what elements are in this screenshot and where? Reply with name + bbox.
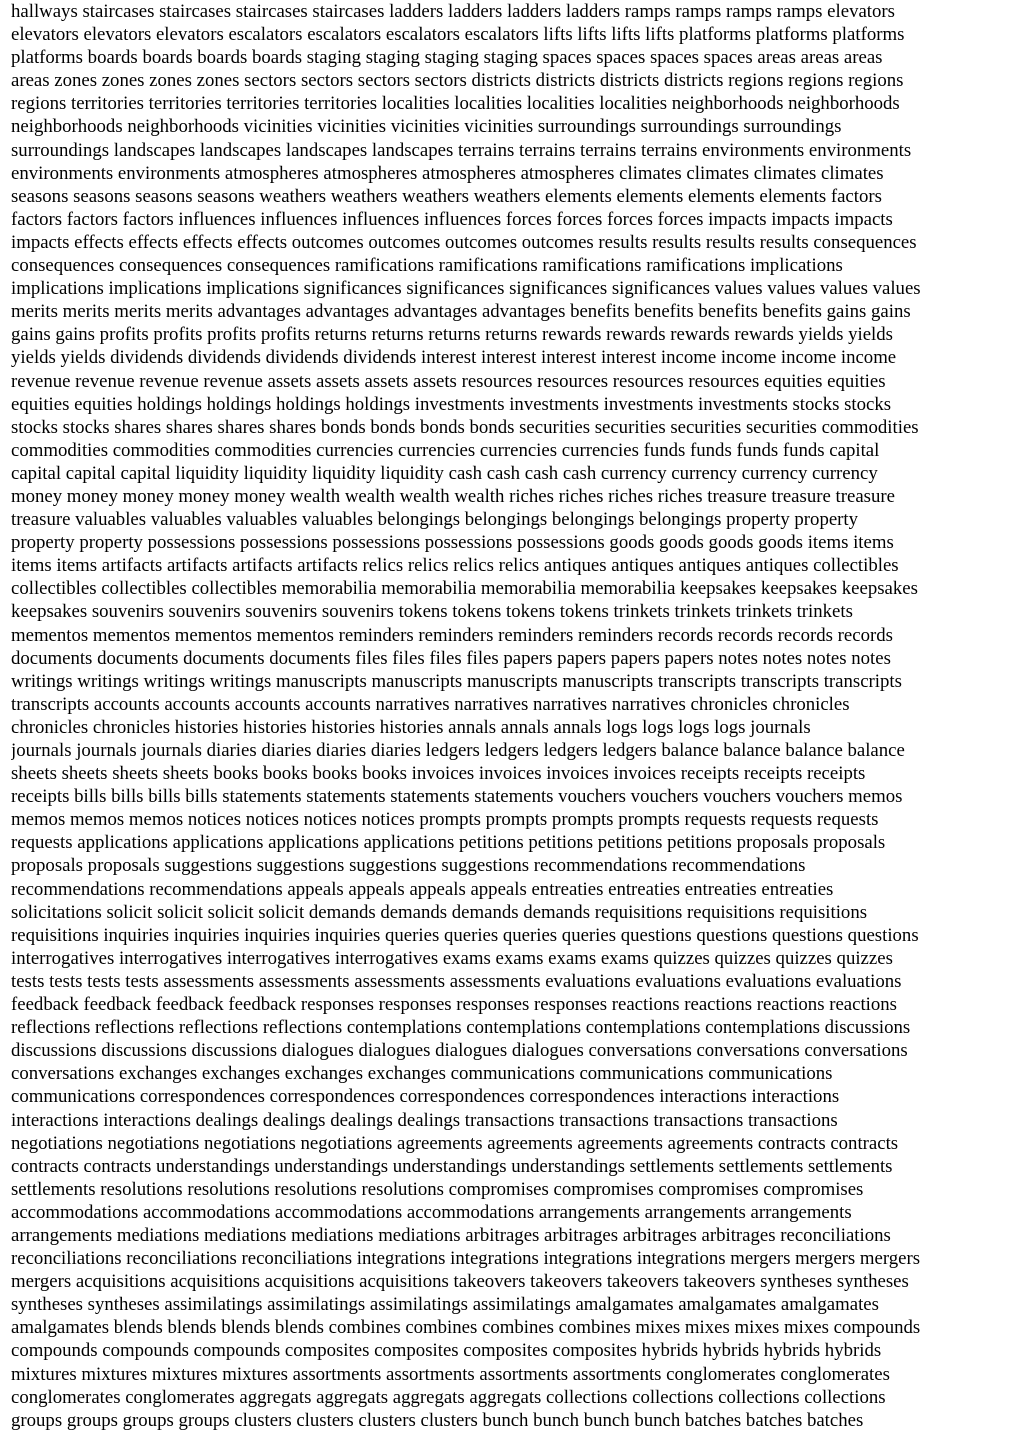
text-line: syntheses syntheses assimilatings assimilatings assimilatings assimilatings amalgamates amalgamates amalgamates <box>11 1294 879 1316</box>
text-line: communications correspondences correspondences correspondences correspondences interactions interactions <box>11 1086 840 1108</box>
text-line: chronicles chronicles histories histories histories histories annals annals annals logs logs logs logs journals <box>11 716 811 738</box>
text-line: feedback feedback feedback feedback responses responses responses responses reactions reactions reactions reactions <box>11 994 897 1016</box>
text-line: items items artifacts artifacts artifacts artifacts relics relics relics relics antiques antiques antiques antiques collectibles <box>11 555 899 577</box>
text-line: compounds compounds compounds composites composites composites composites hybrids hybrids hybrids hybrids <box>11 1340 882 1362</box>
text-line: arrangements mediations mediations mediations mediations arbitrages arbitrages arbitrages arbitrages reconciliations <box>11 1224 891 1246</box>
text-line: reconciliations reconciliations reconciliations integrations integrations integrations integrations mergers mergers mergers <box>11 1248 921 1270</box>
text-line: neighborhoods neighborhoods vicinities vicinities vicinities vicinities surroundings surroundings surroundings <box>11 116 842 138</box>
text-line: interrogatives interrogatives interrogatives interrogatives exams exams exams exams quizzes quizzes quizzes quizzes <box>11 947 893 969</box>
text-line: mergers acquisitions acquisitions acquisitions acquisitions takeovers takeovers takeovers takeovers syntheses syntheses <box>11 1271 909 1293</box>
text-line: implications implications implications significances significances significances significances values values values values <box>11 278 921 300</box>
text-line: accommodations accommodations accommodations accommodations arrangements arrangements arrangements <box>11 1201 852 1223</box>
text-line: transcripts accounts accounts accounts accounts narratives narratives narratives narratives chronicles chronicles <box>11 693 850 715</box>
text-line: discussions discussions discussions dialogues dialogues dialogues dialogues conversations conversations conversations <box>11 1040 908 1062</box>
text-line: journals journals journals diaries diaries diaries diaries ledgers ledgers ledgers ledgers balance balance balance balance <box>11 740 905 761</box>
text-line: sheets sheets sheets sheets books books books books invoices invoices invoices invoices receipts receipts receipts <box>11 763 866 785</box>
text-line: receipts bills bills bills bills statements statements statements statements vouchers vouchers vouchers vouchers memos <box>11 786 903 808</box>
text-line: requests applications applications applications applications petitions petitions petitions petitions proposals proposals <box>11 832 886 854</box>
text-line: consequences consequences consequences ramifications ramifications ramifications ramifications implications <box>11 255 843 277</box>
text-line: interactions interactions dealings dealings dealings dealings transactions transactions transactions transactions <box>11 1109 838 1131</box>
text-line: solicitations solicit solicit solicit solicit demands demands demands demands requisitions requisitions requisitions <box>11 901 868 923</box>
text-line: settlements resolutions resolutions resolutions resolutions compromises compromises compromises compromises <box>11 1178 864 1200</box>
text-line: negotiations negotiations negotiations negotiations agreements agreements agreements agreements contracts contracts <box>11 1132 899 1154</box>
text-line: memos memos memos notices notices notices notices prompts prompts prompts prompts requests requests requests <box>11 809 879 831</box>
text-line: seasons seasons seasons seasons weathers weathers weathers weathers elements elements elements elements factors <box>11 185 882 207</box>
text-line: factors factors factors influences influences influences influences forces forces forces forces impacts impacts impacts <box>11 208 893 230</box>
text-line: amalgamates blends blends blends blends combines combines combines combines mixes mixes mixes mixes compounds <box>11 1317 921 1339</box>
text-line: writings writings writings writings manuscripts manuscripts manuscripts manuscripts transcripts transcripts transcripts <box>11 670 902 692</box>
text-line: documents documents documents documents files files files files papers papers papers papers notes notes notes notes <box>11 647 891 669</box>
text-line: regions territories territories territories territories localities localities localities localities neighborhoods neighborhoods <box>11 93 900 115</box>
text-line: revenue revenue revenue revenue assets assets assets assets resources resources resources resources equities equities <box>11 370 886 392</box>
text-line: recommendations recommendations appeals appeals appeals appeals entreaties entreaties entreaties entreaties <box>11 878 834 900</box>
text-line: requisitions inquiries inquiries inquiries inquiries queries queries queries queries questions questions questions questions <box>11 924 919 946</box>
text-line: proposals proposals suggestions suggestions suggestions suggestions recommendations recommendations <box>11 855 806 877</box>
text-line: treasure valuables valuables valuables valuables belongings belongings belongings belongings property property <box>11 509 859 531</box>
text-line: yields yields dividends dividends dividends dividends interest interest interest interest income income income income <box>11 347 897 369</box>
text-line: merits merits merits merits advantages advantages advantages advantages benefits benefits benefits benefits gains gains <box>11 301 911 323</box>
text-line: stocks stocks shares shares shares shares bonds bonds bonds bonds securities securities securities securities commodities <box>11 416 919 438</box>
text-line: environments environments atmospheres atmospheres atmospheres atmospheres climates climates climates climates <box>11 162 884 184</box>
text-line: elevators elevators elevators escalators escalators escalators escalators lifts lifts lifts lifts platforms platforms platforms <box>11 24 905 46</box>
text-line: keepsakes souvenirs souvenirs souvenirs souvenirs tokens tokens tokens tokens trinkets trinkets trinkets trinkets <box>11 601 853 623</box>
text-line: conglomerates conglomerates aggregats aggregats aggregats aggregats collections collections collections collections <box>11 1386 886 1408</box>
text-line: tests tests tests tests assessments assessments assessments assessments evaluations evaluations evaluations evaluations <box>11 970 902 992</box>
text-line: commodities commodities commodities currencies currencies currencies currencies funds funds funds funds capital <box>11 439 880 461</box>
text-line: mementos mementos mementos mementos reminders reminders reminders reminders records records records records <box>11 624 893 646</box>
text-line: areas zones zones zones zones sectors sectors sectors sectors districts districts districts districts regions regions regions <box>11 70 904 92</box>
text-line: gains gains profits profits profits profits returns returns returns returns rewards rewards rewards rewards yields yields <box>11 324 893 346</box>
body-text <box>11 0 1014 1432</box>
text-line: impacts effects effects effects effects outcomes outcomes outcomes outcomes results results results results consequences <box>11 231 917 253</box>
text-line: mixtures mixtures mixtures mixtures assortments assortments assortments assortments conglomerates conglomerates <box>11 1363 890 1385</box>
text-line: equities equities holdings holdings holdings holdings investments investments investments investments stocks stocks <box>11 393 892 415</box>
text-line: collectibles collectibles collectibles memorabilia memorabilia memorabilia memorabilia keepsakes keepsakes keepsakes <box>11 578 918 600</box>
text-line: contracts contracts understandings understandings understandings understandings settlements settlements settlements <box>11 1155 893 1177</box>
text-line: surroundings landscapes landscapes landscapes landscapes terrains terrains terrains terrains environments environments <box>11 139 912 161</box>
text-line: money money money money money wealth wealth wealth wealth riches riches riches riches treasure treasure treasure <box>11 485 895 507</box>
text-line: hallways staircases staircases staircases staircases ladders ladders ladders ladders ramps ramps ramps ramps elevators <box>11 1 895 22</box>
text-line: conversations exchanges exchanges exchanges exchanges communications communications communications <box>11 1063 833 1085</box>
text-line: capital capital capital liquidity liquidity liquidity liquidity cash cash cash cash currency currency currency currency <box>11 462 878 484</box>
text-line: platforms boards boards boards boards staging staging staging staging spaces spaces spaces spaces areas areas areas <box>11 47 883 69</box>
text-line: reflections reflections reflections reflections contemplations contemplations contemplations contemplations discussions <box>11 1017 911 1039</box>
text-line: property property possessions possessions possessions possessions possessions goods goods goods goods items items <box>11 532 894 554</box>
text-line: groups groups groups groups clusters clusters clusters clusters bunch bunch bunch bunch batches batches batches <box>11 1409 864 1431</box>
